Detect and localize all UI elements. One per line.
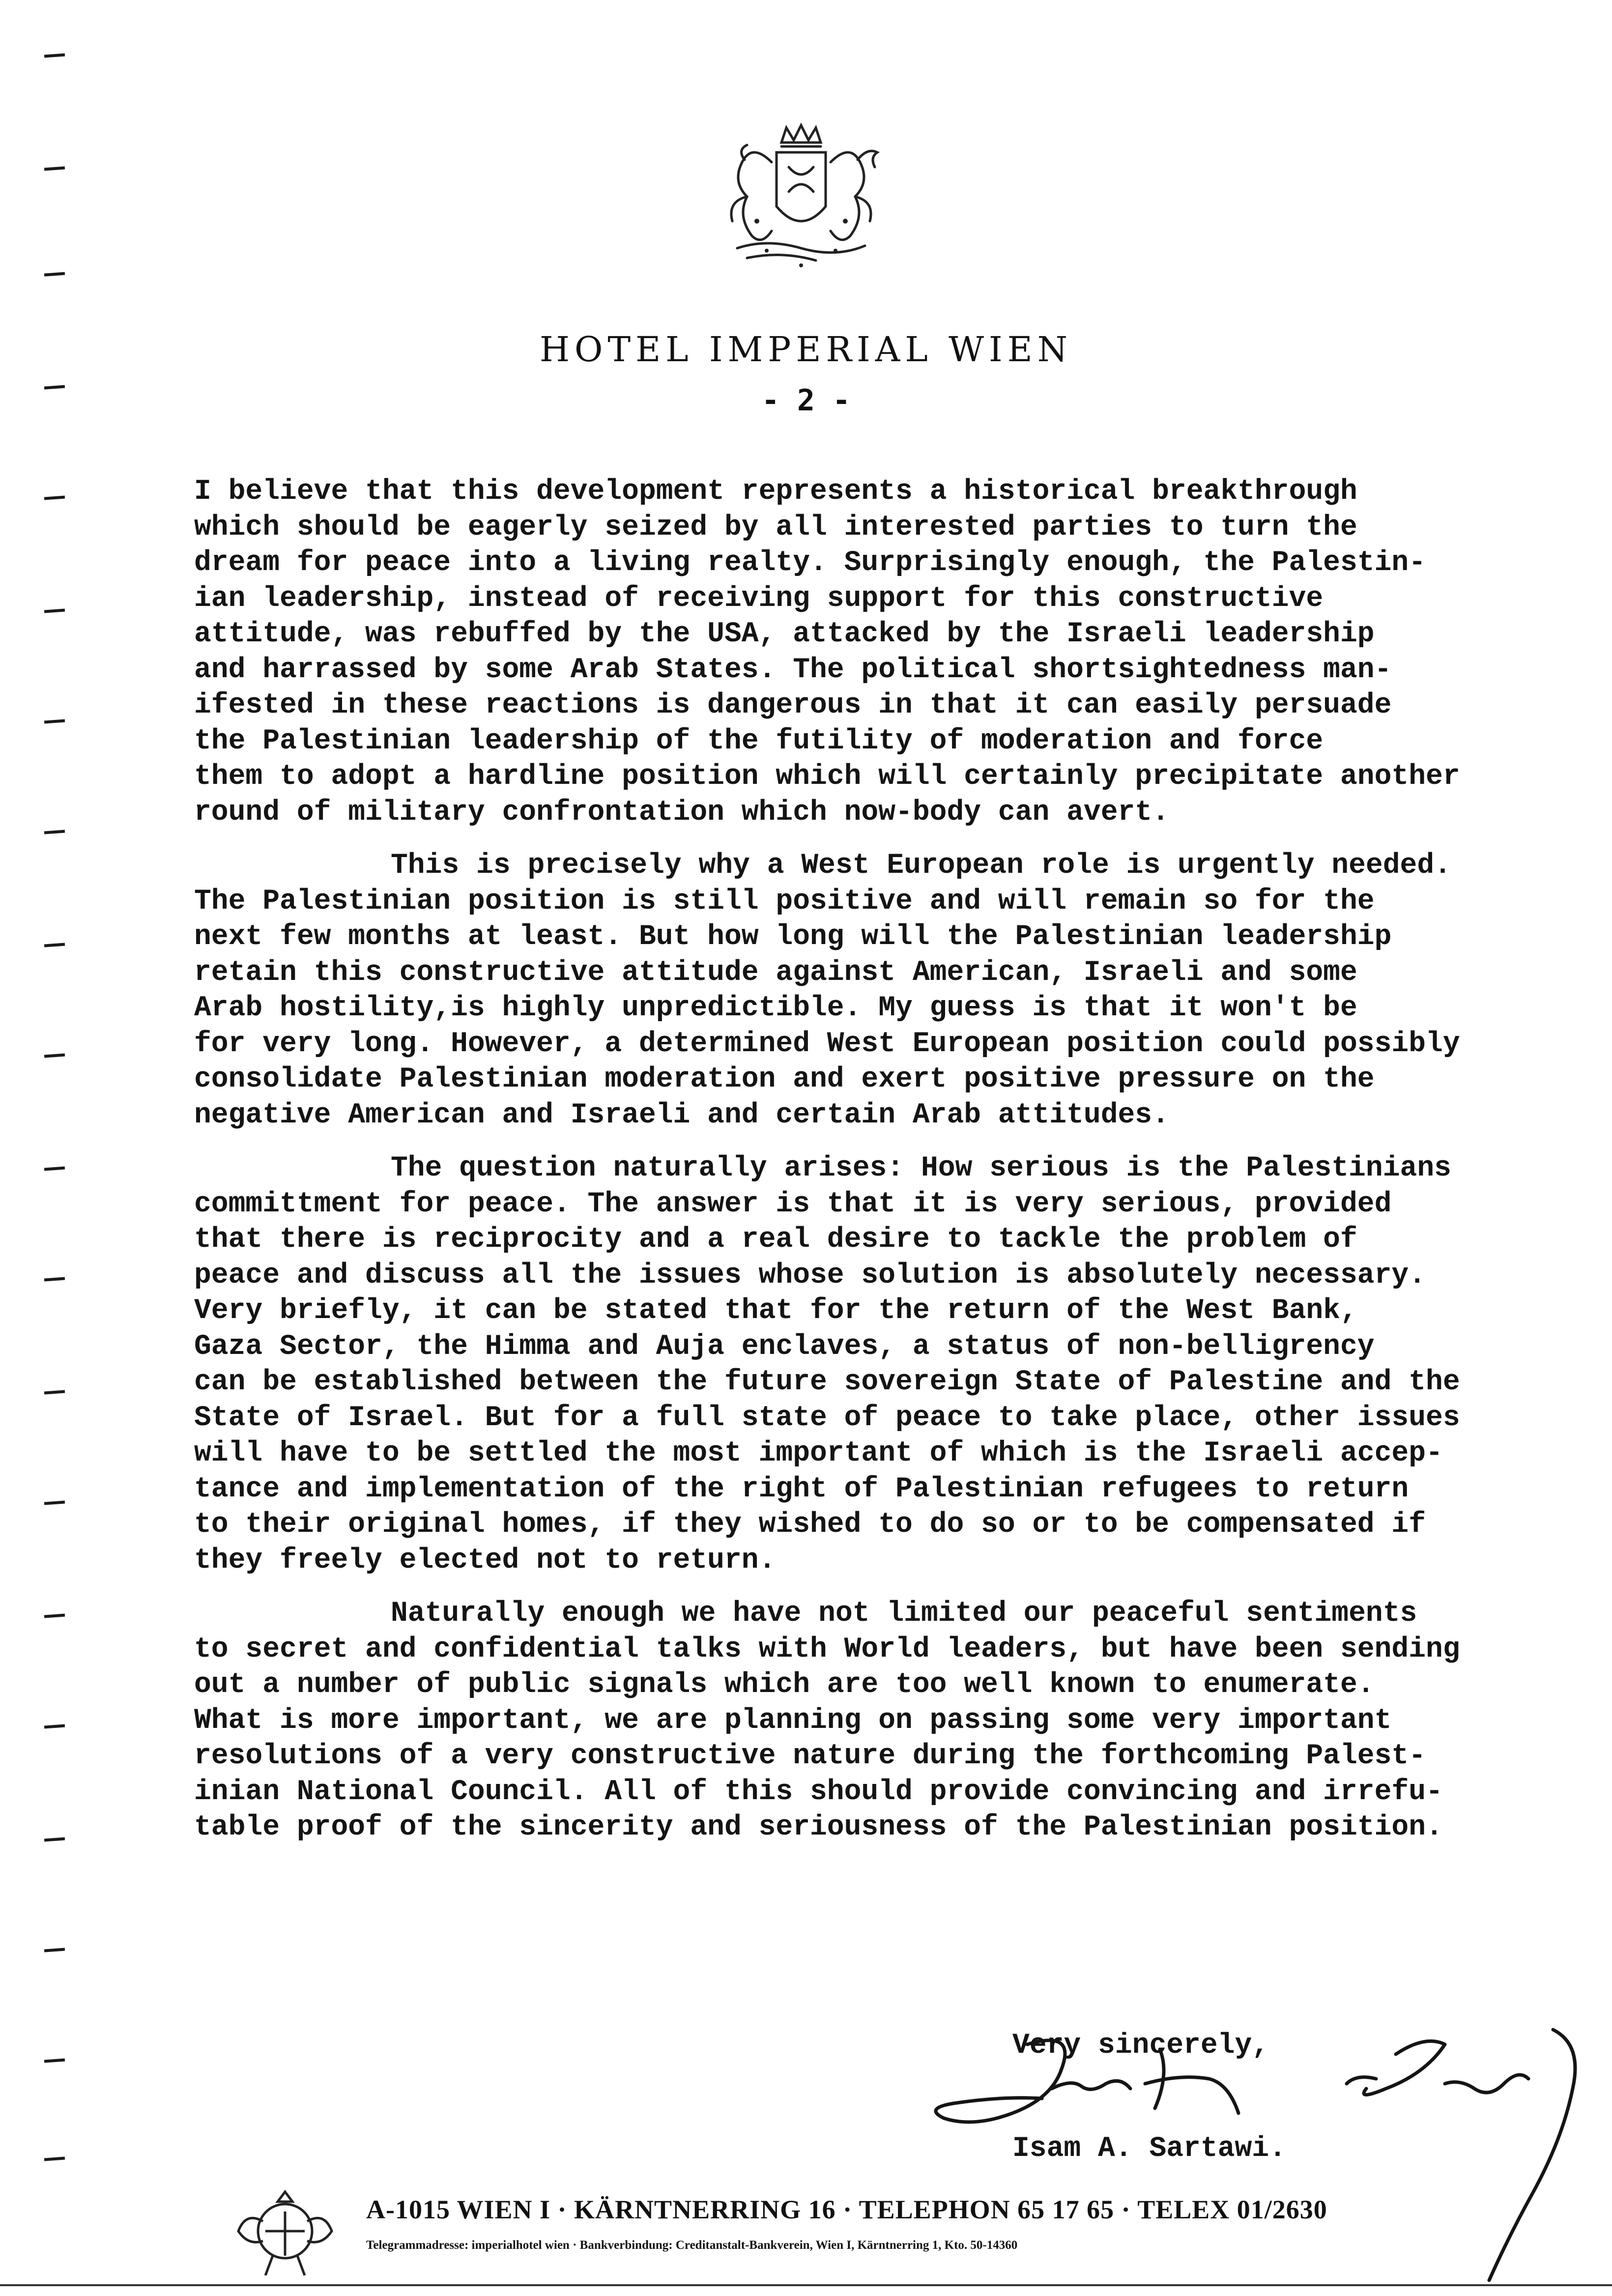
text-line: next few months at least. But how long will the Palestinian leadership xyxy=(194,921,1392,953)
text-line: can be established between the future sovereign State of Palestine and the xyxy=(194,1366,1460,1398)
text-line: tance and implementation of the right of Palestinian refugees to return xyxy=(194,1473,1409,1505)
hotel-name: HOTEL IMPERIAL WIEN xyxy=(539,329,1073,370)
page-number: - 2 - xyxy=(761,383,851,418)
text-line: committment for peace. The answer is that it is very serious, provided xyxy=(194,1188,1392,1220)
text-line: peace and discuss all the issues whose solution is absolutely necessary. xyxy=(194,1259,1426,1292)
text-line: them to adopt a hardline position which will certainly precipitate another xyxy=(194,761,1460,793)
edge-mark xyxy=(44,830,65,834)
text-line: dream for peace into a living realty. Surprisingly enough, the Palestin- xyxy=(194,547,1426,579)
text-line: This is precisely why a West European role is urgently needed. xyxy=(391,850,1451,882)
text-line: ifested in these reactions is dangerous in that it can easily persuade xyxy=(194,689,1392,721)
text-line: which should be eagerly seized by all interested parties to turn the xyxy=(194,511,1357,544)
text-line: What is more important, we are planning on passing some very important xyxy=(194,1704,1392,1737)
text-line: Naturally enough we have not limited our peaceful sentiments xyxy=(391,1598,1417,1630)
signer-name: Isam A. Sartawi. xyxy=(1012,2133,1286,2165)
text-line: Arab hostility,is highly unpredictible. My guess is that it won't be xyxy=(194,992,1357,1024)
footer-rule xyxy=(0,2284,1612,2286)
paragraph xyxy=(194,1151,1610,1578)
text-line: they freely elected not to return. xyxy=(194,1544,776,1577)
edge-mark xyxy=(44,1501,65,1505)
valediction: Very sincerely, xyxy=(1012,2030,1269,2062)
text-line: I believe that this development represents a historical breakthrough xyxy=(194,476,1357,508)
edge-mark xyxy=(44,1054,65,1058)
edge-mark xyxy=(44,609,65,613)
text-line: to secret and confidential talks with World leaders, but have been sending xyxy=(194,1633,1460,1665)
edge-mark xyxy=(44,1724,65,1729)
edge-mark xyxy=(44,1614,65,1618)
edge-mark xyxy=(44,496,65,500)
edge-mark xyxy=(44,1948,65,1952)
text-line: out a number of public signals which are too well known to enumerate. xyxy=(194,1669,1375,1701)
austrian-eagle-emblem-icon xyxy=(231,2182,339,2280)
text-line: consolidate Palestinian moderation and exert positive pressure on the xyxy=(194,1063,1375,1095)
text-line: inian National Council. All of this should provide convincing and irrefu- xyxy=(194,1776,1443,1808)
letter-body xyxy=(194,474,1610,1846)
text-line: State of Israel. But for a full state of peace to take place, other issues xyxy=(194,1402,1460,1434)
text-line: The question naturally arises: How serious is the Palestinians xyxy=(391,1152,1451,1184)
edge-mark xyxy=(44,719,65,724)
edge-mark xyxy=(44,167,65,171)
text-line: The Palestinian position is still positive and will remain so for the xyxy=(194,885,1375,918)
text-line: will have to be settled the most important of which is the Israeli accep- xyxy=(194,1437,1443,1469)
edge-mark xyxy=(44,272,65,277)
text-line: and harrassed by some Arab States. The political shortsightedness man- xyxy=(194,654,1392,686)
hotel-address: A-1015 WIEN I · KÄRNTNERRING 16 · TELEPHON 65 17 65 · TELEX 01/2630 xyxy=(366,2195,1327,2224)
paragraph xyxy=(194,1596,1610,1846)
text-line: for very long. However, a determined West European position could possibly xyxy=(194,1028,1460,1060)
text-line: table proof of the sincerity and seriousness of the Palestinian position. xyxy=(194,1811,1443,1843)
text-line: to their original homes, if they wished to do so or to be compensated if xyxy=(194,1509,1426,1541)
text-line: attitude, was rebuffed by the USA, attacked by the Israeli leadership xyxy=(194,618,1375,650)
paragraph xyxy=(194,848,1610,1133)
text-line: round of military confrontation which now-body can avert. xyxy=(194,796,1169,829)
edge-mark xyxy=(44,1277,65,1282)
edge-mark xyxy=(44,54,65,58)
text-line: ian leadership, instead of receiving support for this constructive xyxy=(194,582,1324,615)
edge-mark xyxy=(44,943,65,947)
text-line: negative American and Israeli and certain Arab attitudes. xyxy=(194,1099,1169,1131)
paragraph xyxy=(194,474,1610,831)
bank-details: Telegrammadresse: imperialhotel wien · Bankverbindung: Creditanstalt-Bankverein, Wien I, Kärntnerring 1, Kto. 50-14360 xyxy=(366,2239,1018,2252)
hotel-crest-icon xyxy=(698,123,904,270)
text-line: resolutions of a very constructive nature during the forthcoming Palest- xyxy=(194,1740,1426,1772)
text-line: Gaza Sector, the Himma and Auja enclaves, a status of non-belligrency xyxy=(194,1330,1375,1363)
text-line: that there is reciprocity and a real desire to tackle the problem of xyxy=(194,1224,1357,1256)
text-line: the Palestinian leadership of the futility of moderation and force xyxy=(194,725,1324,757)
edge-mark xyxy=(44,1837,65,1842)
text-line: Very briefly, it can be stated that for the return of the West Bank, xyxy=(194,1295,1357,1327)
edge-mark xyxy=(44,2157,65,2161)
text-line: retain this constructive attitude against American, Israeli and some xyxy=(194,956,1357,989)
edge-mark xyxy=(44,2059,65,2063)
edge-mark xyxy=(44,1390,65,1395)
edge-mark xyxy=(44,1167,65,1171)
